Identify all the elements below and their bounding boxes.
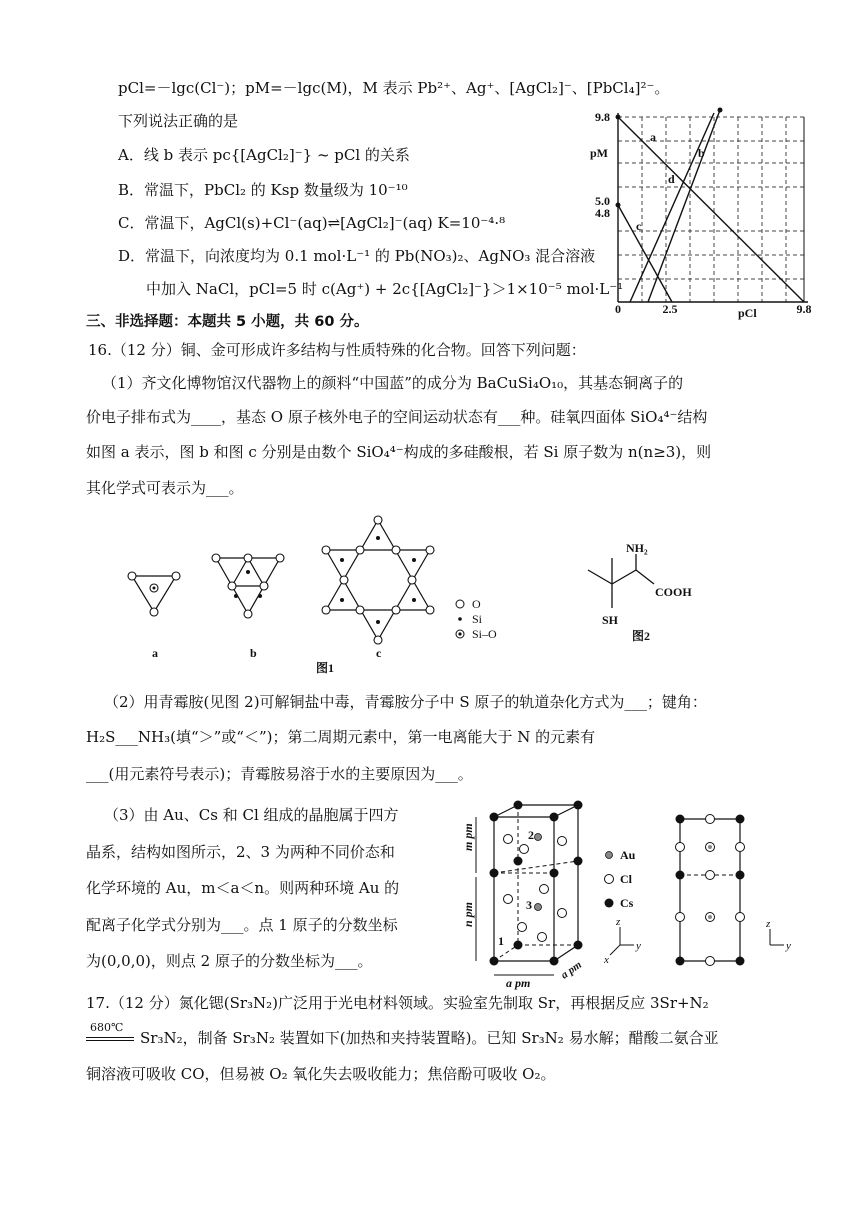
q16-p2-line3: ___(用元素符号表示)；青霉胺易溶于水的主要原因为___。: [86, 765, 473, 783]
fig1-label-a: a: [152, 646, 158, 660]
legend-au: Au: [620, 848, 636, 862]
line-label-a: a: [650, 130, 656, 144]
section-3-heading: 三、非选择题：本题共 5 小题，共 60 分。: [86, 314, 369, 330]
axis2-z: z: [766, 918, 771, 930]
q15-option-d-line2: 中加入 NaCl，pCl=5 时 c(Ag⁺) + 2c{[AgCl₂]⁻}＞1×10⁻⁵ mol·L⁻¹: [146, 280, 624, 298]
cell-m-label: m pm: [461, 823, 475, 851]
x-tick-0: 0: [615, 302, 621, 316]
fig1-label-b: b: [250, 646, 257, 660]
q16-p1-line1: （1）齐文化博物馆汉代器物上的颜料“中国蓝”的成分为 BaCuSi₄O₁₀，其基态铜离子的: [102, 374, 684, 392]
graph-line-a: [618, 117, 804, 302]
q16-p2-line2: H₂S___NH₃(填“＞”或“＜”)；第二周期元素中，第一电离能大于 N 的元素有: [86, 728, 596, 746]
legend-cs: Cs: [620, 896, 634, 910]
fig2-cooh: COOH: [655, 585, 692, 599]
q17-line2: Sr₃N₂，制备 Sr₃N₂ 装置如下(加热和夹持装置略)。已知 Sr₃N₂ 易水解；醋酸二氨合亚: [140, 1029, 719, 1047]
line-label-b: b: [698, 146, 705, 160]
line-label-c: c: [636, 219, 642, 233]
fig2-nh2: NH₂: [626, 541, 648, 555]
axis-y: y: [636, 940, 641, 952]
fig1-label-c: c: [376, 646, 382, 660]
q16-p1-line2: 价电子排布式为____，基态 O 原子核外电子的空间运动状态有___种。硅氧四面体 SiO₄⁴⁻结构: [86, 408, 708, 426]
q16-p1-line4: 其化学式可表示为___。: [86, 479, 244, 497]
pm-pcl-graph: [588, 105, 818, 320]
graph-line-b: [648, 110, 720, 302]
q17-line3: 铜溶液可吸收 CO，但易被 O₂ 氧化失去吸收能力；焦倍酚可吸收 O₂。: [86, 1065, 556, 1083]
q16-p1-line3: 如图 a 表示，图 b 和图 c 分别是由数个 SiO₄⁴⁻构成的多硅酸根，若 Si 原子数为 n(n≥3)，则: [86, 443, 712, 461]
q16-p2-line1: （2）用青霉胺(见图 2)可解铜盐中毒，青霉胺分子中 S 原子的轨道杂化方式为___；键角：: [104, 693, 707, 711]
legend-o: O: [472, 597, 481, 611]
line-label-d: d: [668, 172, 675, 186]
y-tick-9-8: 9.8: [595, 110, 610, 124]
y-tick-4-8: 4.8: [595, 206, 610, 220]
x-tick-9-8: 9.8: [796, 302, 812, 316]
y-tick-5-0: 5.0: [595, 194, 610, 208]
fig2-caption: 图2: [632, 629, 651, 643]
q15-option-c: C．常温下，AgCl(s)+Cl⁻(aq)⇌[AgCl₂]⁻(aq) K=10⁻⁴·⁸: [118, 214, 506, 232]
figure2-penicillamine: [580, 540, 730, 645]
q15-line1: pCl=－lgc(Cl⁻)；pM=－lgc(M)，M 表示 Pb²⁺、Ag⁺、[AgCl₂]⁻、[PbCl₄]²⁻。: [118, 79, 670, 97]
figure1-silicates: [120, 512, 520, 677]
cell-a2-label: a pm: [558, 958, 584, 982]
q17-line1: 17.（12 分）氮化锶(Sr₃N₂)广泛用于光电材料领域。实验室先制取 Sr，再根据反应 3Sr+N₂: [86, 994, 709, 1012]
q15-option-a: A．线 b 表示 pc{[AgCl₂]⁻} ~ pCl 的关系: [118, 146, 410, 164]
q17-reaction-arrow: [86, 1037, 134, 1041]
cell-point-1: 1: [498, 934, 504, 948]
legend-si-o: Si–O: [472, 627, 497, 641]
cell-n-label: n pm: [461, 901, 475, 927]
fig1-caption: 图1: [316, 661, 335, 675]
x-axis-label: pCl: [738, 306, 757, 320]
graph-line-c: [618, 205, 672, 302]
q15-option-b: B．常温下，PbCl₂ 的 Ksp 数量级为 10⁻¹⁰: [118, 181, 408, 199]
q16-p3-line2: 晶系，结构如图所示，2、3 为两种不同价态和: [86, 843, 395, 861]
x-tick-2-5: 2.5: [662, 302, 678, 316]
axis-z: z: [616, 916, 621, 928]
q15-prompt: 下列说法正确的是: [118, 112, 239, 130]
axis-x: x: [604, 954, 609, 966]
axis2-y: y: [786, 940, 791, 952]
legend-cl: Cl: [620, 872, 632, 886]
y-axis-label: pM: [590, 146, 608, 160]
legend-si: Si: [472, 612, 483, 626]
q17-condition: 680℃: [90, 1021, 124, 1034]
unit-cell-figure: [458, 795, 808, 990]
q16-p3-line1: （3）由 Au、Cs 和 Cl 组成的晶胞属于四方: [104, 806, 399, 824]
fig2-sh: SH: [602, 613, 619, 627]
q16-heading: 16.（12 分）铜、金可形成许多结构与性质特殊的化合物。回答下列问题：: [88, 341, 586, 359]
q16-p3-line5: 为(0,0,0)，则点 2 原子的分数坐标为___。: [86, 952, 373, 970]
cell-a-label: a pm: [506, 976, 531, 990]
cell-point-2: 2: [528, 828, 534, 842]
q16-p3-line3: 化学环境的 Au，m＜a＜n。则两种环境 Au 的: [86, 879, 400, 897]
cell-point-3: 3: [526, 898, 532, 912]
q15-option-d-line1: D．常温下，向浓度均为 0.1 mol·L⁻¹ 的 Pb(NO₃)₂、AgNO₃ 混合溶液: [118, 247, 596, 265]
q16-p3-line4: 配离子化学式分别为___。点 1 原子的分数坐标: [86, 916, 398, 934]
